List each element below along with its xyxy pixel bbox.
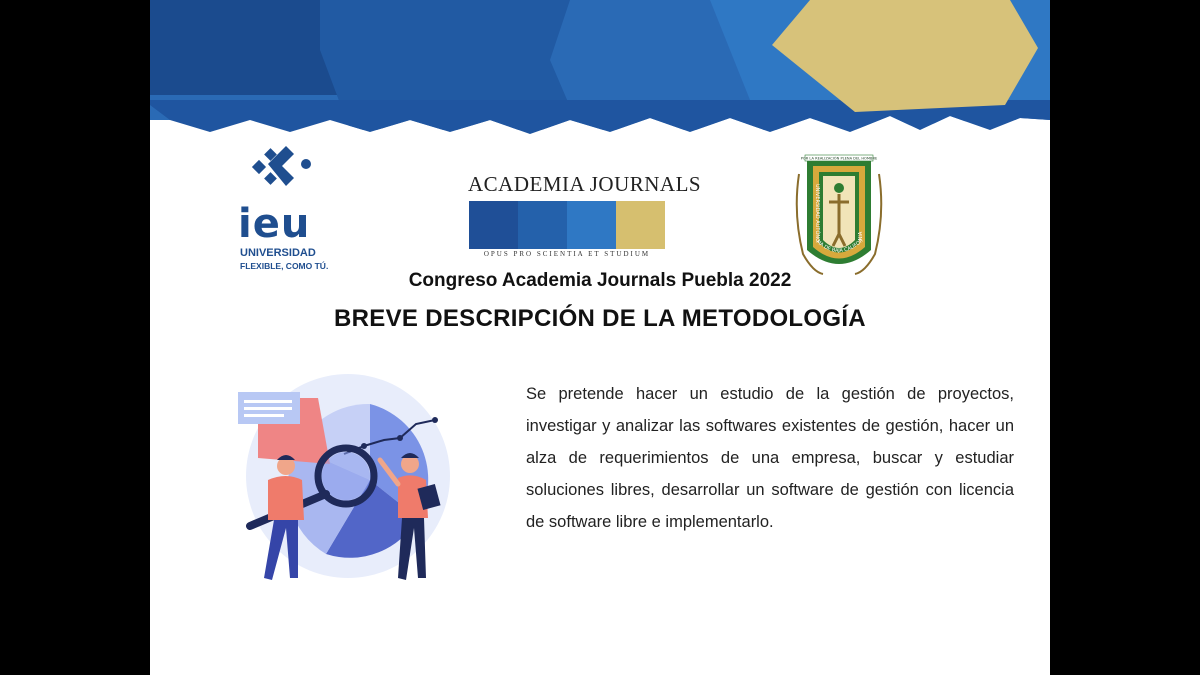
- aj-color-block-1: [469, 201, 518, 249]
- aj-title: ACADEMIA JOURNALS: [468, 172, 702, 196]
- aj-color-bar: [469, 201, 665, 249]
- uabc-top-text: POR LA REALIZACIÓN PLENA DEL HOMBRE: [800, 156, 878, 161]
- aj-color-block-4: [616, 201, 665, 249]
- ieu-university-label: UNIVERSIDAD: [240, 247, 316, 259]
- slide: [150, 0, 1050, 675]
- methodology-description: Se pretende hacer un estudio de la gestión de proyectos, investigar y analizar las softwares existentes de gestión, hacer un alza de requerimientos de una empresa, buscar y estudiar soluciones libres, desarrollar un software de gestión con licencia de software libre e implementarlo.: [526, 385, 1014, 531]
- congress-title: Congreso Academia Journals Puebla 2022: [408, 270, 792, 291]
- section-title: BREVE DESCRIPCIÓN DE LA METODOLOGÍA: [334, 305, 866, 332]
- aj-color-block-2: [518, 201, 567, 249]
- uabc-seal-icon: [793, 154, 885, 282]
- data-analysis-illustration: [230, 368, 460, 590]
- ieu-slogan: FLEXIBLE, COMO TÚ.: [240, 261, 329, 271]
- ieu-logo-text: ieu: [238, 201, 311, 247]
- uabc-ring-textpath: UNIVERSIDAD AUTÓNOMA DE BAJA CALIFORNIA: [814, 184, 865, 255]
- aj-motto: OPUS PRO SCIENTIA ET STUDIUM: [483, 250, 651, 258]
- ieu-logo: [238, 142, 328, 277]
- aj-color-block-3: [567, 201, 616, 249]
- ieu-logo-icon: [238, 142, 328, 202]
- header-banner: [150, 0, 1050, 140]
- academia-journals-logo: [468, 172, 702, 262]
